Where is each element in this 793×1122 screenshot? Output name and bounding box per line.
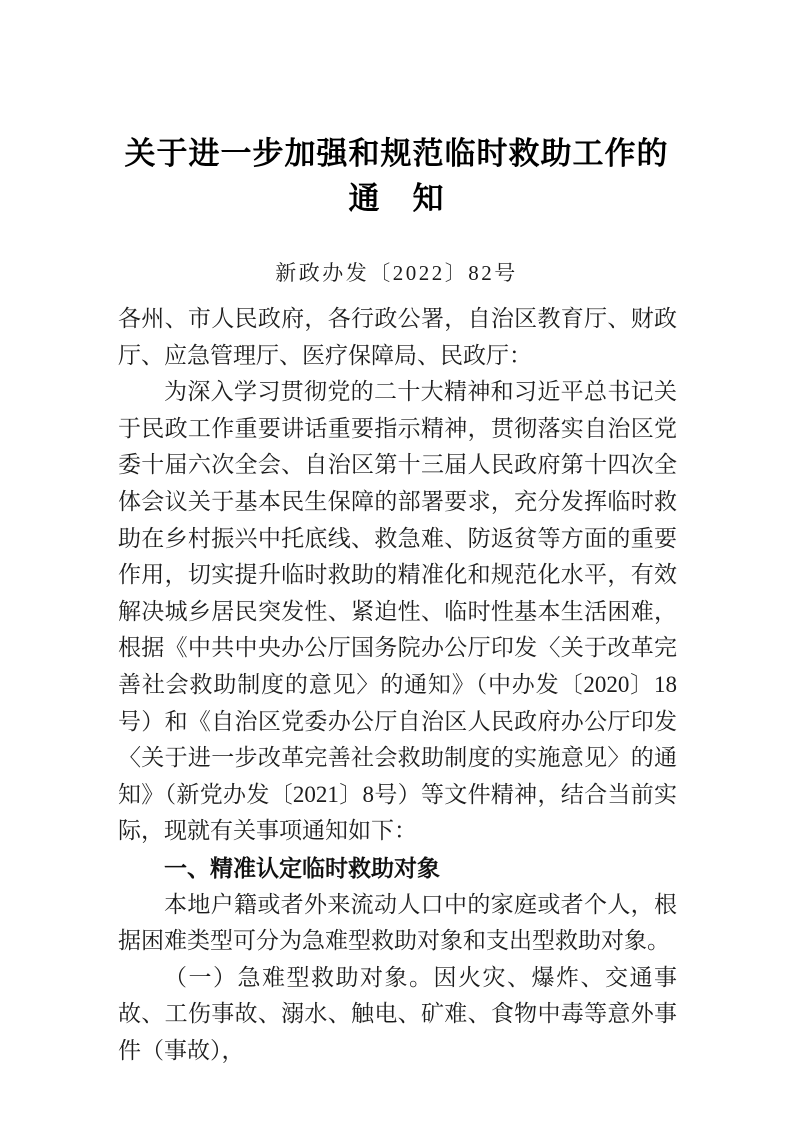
- document-title-line-1: 关于进一步加强和规范临时救助工作的: [124, 136, 669, 171]
- salutation-paragraph: 各州、市人民政府，各行政公署，自治区教育厅、财政厅、应急管理厅、医疗保障局、民政厅：: [118, 306, 677, 368]
- body-paragraph: （一）急难型救助对象。因火灾、爆炸、交通事故、工伤事故、溺水、触电、矿难、食物中毒等意外事件（事故），: [118, 964, 677, 1063]
- body-paragraph: 为深入学习贯彻党的二十大精神和习近平总书记关于民政工作重要讲话重要指示精神，贯彻落实自治区党委十届六次全会、自治区第十三届人民政府第十四次全体会议关于基本民生保障的部署要求，充分发挥临时救助在乡村振兴中托底线、救急难、防返贫等方面的重要作用，切实提升临时救助的精准化和规范化水平，有效解决城乡居民突发性、紧迫性、临时性基本生活困难，根据《中共中央办公厅国务院办公厅印发〈关于改革完善社会救助制度的意见〉的通知》（中办发〔2020〕18号）和《自治区党委办公厅自治区人民政府办公厅印发〈关于进一步改革完善社会救助制度的实施意见〉的通知》（新党办发〔2021〕8号）等文件精神，结合当前实际，现就有关事项通知如下：: [118, 379, 677, 844]
- section-heading: 一、精准认定临时救助对象: [164, 854, 440, 881]
- document-title: [40, 131, 753, 221]
- body-paragraph: 本地户籍或者外来流动人口中的家庭或者个人，根据困难类型可分为急难型救助对象和支出型救助对象。: [118, 891, 677, 954]
- document-body: [118, 301, 677, 1069]
- document-title-line-2: 通 知: [348, 181, 445, 216]
- document-number: 新政办发〔2022〕82号: [275, 261, 518, 285]
